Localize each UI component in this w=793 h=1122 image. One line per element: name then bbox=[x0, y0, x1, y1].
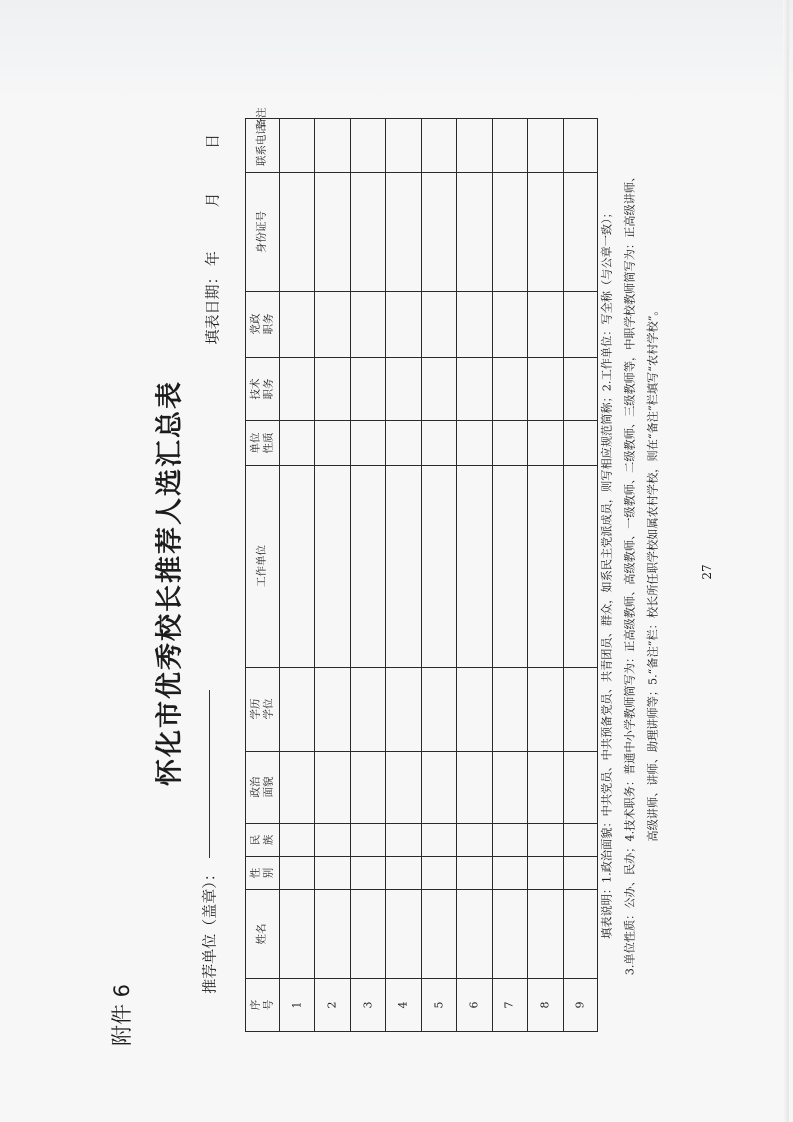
column-separator bbox=[245, 465, 598, 466]
column-header bbox=[249, 834, 274, 845]
column-separator bbox=[245, 357, 598, 358]
column-header bbox=[256, 211, 269, 253]
row-number: 7 bbox=[502, 1001, 516, 1009]
row-number: 8 bbox=[538, 1001, 552, 1009]
column-separator bbox=[245, 978, 598, 979]
row-separator bbox=[385, 118, 386, 1032]
column-header bbox=[256, 108, 269, 129]
column-header-line: 单位 bbox=[249, 432, 262, 453]
column-header-line: 备注 bbox=[255, 107, 268, 129]
column-separator bbox=[245, 667, 598, 668]
column-separator bbox=[245, 856, 598, 857]
column-header bbox=[249, 432, 274, 453]
page-number: 27 bbox=[700, 564, 715, 580]
column-separator bbox=[245, 889, 598, 890]
row-separator bbox=[350, 118, 351, 1032]
row-separator bbox=[421, 118, 422, 1032]
row-separator bbox=[314, 118, 315, 1032]
instruction-line-3: 高级讲师、讲师、助理讲师等；5.“备注”栏：校长所任职学校如属农村学校，则在“备注”栏填写“农村学校”。 bbox=[646, 304, 660, 842]
recommending-unit-label: 推荐单位（盖章）： bbox=[200, 866, 219, 994]
date-unit-month: 月 bbox=[203, 192, 222, 208]
instruction-line-2: 3.单位性质：公办、民办；4.技术职务：普通中小学教师简写为：正高级教师、高级教师、一级教师、二级教师、三级教师等，中职学校教师简写为：正高级讲师、 bbox=[623, 170, 637, 976]
column-separator bbox=[245, 172, 598, 173]
column-header-line: 身份证号 bbox=[255, 210, 268, 253]
row-number: 6 bbox=[467, 1001, 481, 1009]
column-header-line: 序 bbox=[249, 999, 262, 1011]
column-header bbox=[249, 699, 274, 720]
row-separator bbox=[527, 118, 528, 1032]
scan-edge bbox=[783, 0, 789, 1122]
column-header bbox=[256, 124, 269, 166]
column-header-line: 党政 bbox=[249, 313, 262, 335]
column-header-line: 政治 bbox=[249, 776, 262, 798]
column-separator bbox=[245, 420, 598, 421]
unit-underline bbox=[209, 690, 210, 858]
fill-date-label: 填表日期： bbox=[203, 269, 222, 345]
header-separator bbox=[279, 118, 280, 1032]
instruction-line-1: 填表说明：1.政治面貌：中共党员、中共预备党员、共青团员、群众，如系民主党派成员，则写相应规范简称；2.工作单位：写全称（与公章一致）； bbox=[600, 207, 614, 939]
column-header-line: 号 bbox=[262, 999, 274, 1011]
column-separator bbox=[245, 291, 598, 292]
column-header-line: 性 bbox=[249, 867, 262, 878]
row-separator bbox=[492, 118, 493, 1032]
row-separator bbox=[563, 118, 564, 1032]
scan-shading bbox=[0, 0, 793, 100]
column-separator bbox=[245, 823, 598, 824]
row-number: 5 bbox=[431, 1001, 445, 1009]
attachment-label: 附件 6 bbox=[109, 983, 134, 1047]
column-header bbox=[249, 777, 274, 798]
column-header-line: 姓名 bbox=[255, 923, 268, 944]
column-header-line: 民 bbox=[249, 834, 262, 845]
row-number: 2 bbox=[325, 1001, 339, 1009]
column-header bbox=[256, 545, 269, 587]
column-header bbox=[249, 1000, 274, 1011]
column-header-line: 性质 bbox=[262, 432, 274, 453]
column-header-line: 面貌 bbox=[262, 776, 274, 798]
row-number: 1 bbox=[290, 1001, 304, 1009]
column-header-line: 技术 bbox=[249, 378, 262, 399]
row-number: 3 bbox=[361, 1001, 375, 1009]
page-title: 怀化市优秀校长推荐人选汇总表 bbox=[154, 380, 186, 786]
column-header bbox=[249, 867, 274, 878]
column-header-line: 工作单位 bbox=[255, 545, 268, 587]
date-units bbox=[204, 134, 221, 266]
column-header-line: 学历 bbox=[249, 698, 262, 720]
column-header bbox=[256, 923, 269, 944]
row-number: 4 bbox=[396, 1001, 410, 1009]
column-header-line: 联系电话 bbox=[255, 124, 268, 166]
table-border bbox=[597, 118, 598, 1032]
column-header-line: 别 bbox=[262, 867, 274, 878]
column-header-line: 职务 bbox=[262, 378, 274, 399]
column-separator bbox=[245, 751, 598, 752]
row-number: 9 bbox=[573, 1001, 587, 1009]
date-unit-day: 日 bbox=[203, 133, 222, 149]
row-separator bbox=[456, 118, 457, 1032]
summary-table bbox=[245, 107, 598, 1032]
column-header-line: 学位 bbox=[262, 698, 274, 720]
column-header-line: 族 bbox=[262, 834, 274, 845]
column-header-line: 职务 bbox=[262, 313, 274, 335]
column-header bbox=[249, 314, 274, 335]
column-header bbox=[249, 378, 274, 399]
date-unit-year: 年 bbox=[203, 251, 222, 267]
table-border bbox=[245, 118, 246, 1032]
